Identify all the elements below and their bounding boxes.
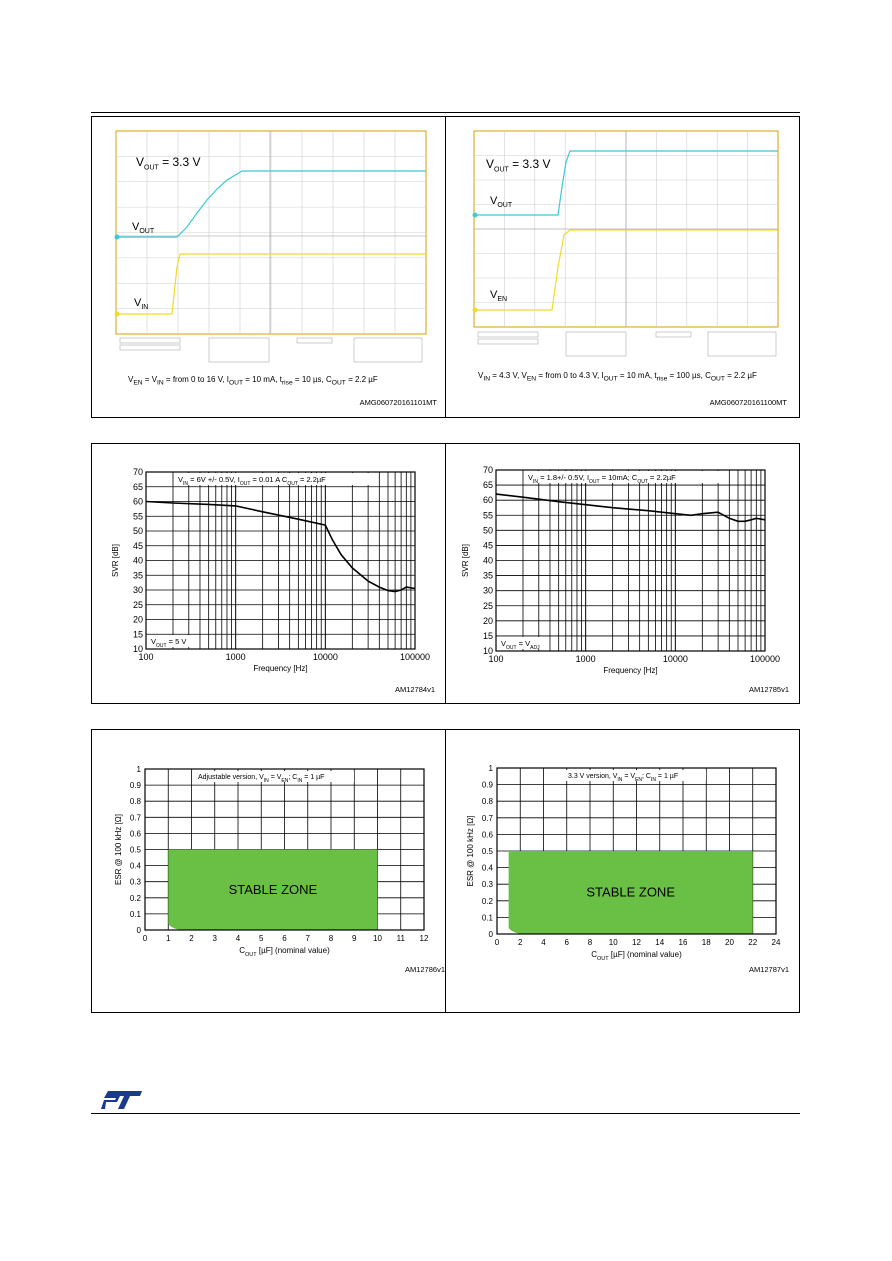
- x-tick-label: 6: [564, 938, 569, 947]
- x-tick-label: 5: [259, 934, 264, 943]
- y-tick-label: 10: [132, 644, 143, 654]
- figure-panel-svr-left: [91, 443, 446, 704]
- y-tick-label: 40: [132, 555, 143, 566]
- chart-annotation: 3.3 V version, $V_{IN} = V_{EN}$; $C_{IN} = 1$ µF: [568, 773, 679, 783]
- y-tick-label: 0.7: [481, 813, 493, 823]
- scope-left-vin-label: $V_{IN}$: [134, 297, 149, 312]
- x-tick-label: 11: [396, 934, 405, 943]
- x-tick-label: 16: [678, 938, 688, 947]
- y-tick-label: 0.6: [481, 830, 493, 840]
- y-tick-label: 0.5: [129, 845, 141, 855]
- y-tick-label: 15: [482, 630, 493, 641]
- figure-id: AM12786v1: [404, 965, 445, 974]
- x-tick-label: 12: [632, 938, 641, 947]
- scope-left-figure-id: AMG060720161101MT: [359, 398, 437, 407]
- y-tick-label: 0.3: [129, 877, 141, 887]
- figure-panel-scope-left: [91, 116, 446, 418]
- figure-id: AM12785v1: [748, 685, 789, 694]
- svr-right-chart: [446, 444, 801, 705]
- scope-left-vout-label: $V_{OUT}$: [132, 221, 155, 236]
- y-tick-label: 65: [132, 481, 143, 492]
- y-tick-label: 0.1: [129, 909, 141, 919]
- y-axis-label: SVR [dB]: [111, 544, 120, 577]
- scope-left-vout-level-label: $V_{OUT} = 3.3$ V: [136, 155, 201, 172]
- scope-right-ven-label: $V_{EN}$: [490, 289, 508, 304]
- x-tick-label: 2: [189, 934, 194, 943]
- y-tick-label: 0.4: [129, 861, 141, 871]
- y-tick-label: 0: [136, 926, 141, 935]
- y-tick-label: 55: [132, 511, 143, 522]
- x-tick-label: 8: [587, 938, 593, 947]
- series-line: [496, 494, 765, 521]
- vout-marker: [115, 235, 120, 240]
- figure-id: AM12787v1: [748, 965, 789, 974]
- figure-panel-esr-left: [91, 729, 446, 1013]
- y-tick-label: 1: [488, 764, 493, 773]
- x-axis-label: $C_{OUT}$ [µF] (nominal value): [239, 946, 330, 958]
- esr-left-chart: [92, 730, 447, 1014]
- x-tick-label: 6: [282, 934, 287, 943]
- x-tick-label: 20: [725, 938, 734, 947]
- x-axis-label: Frequency [Hz]: [603, 666, 658, 675]
- scope-right-vout-level-label: $V_{OUT} = 3.3$ V: [486, 157, 551, 174]
- x-tick-label: 2: [518, 938, 523, 947]
- scope-left-info: [120, 338, 422, 362]
- corner-label: $V_{OUT} = 5$ V: [151, 637, 187, 649]
- x-tick-label: 24: [771, 938, 781, 947]
- x-tick-label: 1000: [225, 652, 246, 662]
- y-tick-label: 30: [132, 585, 143, 595]
- chart-annotation: $V_{IN} = 1.8+/-$ 0.5V, $I_{OUT} = 10mA$; $C_{OUT} = 2.2\mu F$: [528, 473, 676, 485]
- y-tick-label: 45: [132, 540, 143, 551]
- y-tick-label: 20: [482, 615, 493, 626]
- y-tick-label: 0.6: [129, 829, 141, 839]
- y-tick-label: 60: [132, 496, 143, 507]
- y-tick-label: 50: [482, 525, 493, 536]
- x-tick-label: 100000: [749, 654, 781, 664]
- esr-right-chart: [446, 730, 801, 1014]
- svr-left-chart: [92, 444, 447, 705]
- y-tick-label: 0.2: [129, 893, 141, 903]
- grid: [496, 470, 765, 651]
- y-tick-label: 0.9: [129, 781, 141, 791]
- scope-right-vout-label: $V_{OUT}$: [490, 195, 513, 210]
- x-axis-label: $C_{OUT}$ [µF] (nominal value): [591, 950, 682, 962]
- footer-rule: [91, 1113, 800, 1114]
- y-tick-label: 55: [482, 510, 493, 521]
- grid: [146, 472, 415, 649]
- series-line: [146, 502, 415, 592]
- x-tick-label: 9: [352, 934, 357, 943]
- y-tick-label: 70: [482, 465, 493, 475]
- x-tick-label: 8: [328, 934, 334, 943]
- x-tick-label: 0: [494, 938, 500, 947]
- figure-id: AM12784v1: [394, 685, 435, 694]
- x-tick-label: 4: [541, 938, 546, 947]
- y-tick-label: 60: [482, 495, 493, 506]
- x-tick-label: 100: [138, 652, 154, 662]
- x-tick-label: 7: [305, 934, 310, 943]
- chart-annotation: $V_{IN} = 6V$ +/- 0.5V, $I_{OUT} = 0.01$ A $C_{OUT} = 2.2\mu F$: [178, 475, 326, 487]
- y-tick-label: 35: [132, 570, 143, 581]
- y-tick-label: 45: [482, 540, 493, 551]
- st-logo: [100, 1089, 144, 1111]
- x-tick-label: 10000: [312, 652, 338, 662]
- x-axis-label: Frequency [Hz]: [253, 664, 308, 673]
- x-tick-label: 1: [166, 934, 171, 943]
- scope-right-figure-id: AMG060720161100MT: [709, 398, 787, 407]
- figure-panel-scope-right: [445, 116, 800, 418]
- vin-marker: [115, 312, 120, 317]
- y-tick-label: 70: [132, 467, 143, 477]
- scope-right-info: [478, 332, 776, 356]
- y-tick-label: 65: [482, 480, 493, 491]
- stable-zone-label: STABLE ZONE: [586, 884, 675, 900]
- x-tick-label: 1000: [575, 654, 596, 664]
- y-tick-label: 0.8: [129, 797, 141, 807]
- x-tick-label: 12: [419, 934, 429, 943]
- y-tick-label: 25: [482, 600, 493, 611]
- y-tick-label: 0.5: [481, 847, 493, 856]
- y-tick-label: 0.9: [481, 780, 493, 790]
- y-tick-label: 0.1: [481, 913, 493, 923]
- y-tick-label: 50: [132, 526, 143, 536]
- y-tick-label: 0.2: [481, 896, 493, 906]
- y-axis-label: ESR @ 100 kHz [Ω]: [114, 813, 123, 886]
- y-tick-label: 0.8: [481, 797, 493, 807]
- x-tick-label: 10: [373, 934, 382, 943]
- y-axis-label: SVR [dB]: [461, 544, 470, 577]
- y-tick-label: 40: [482, 555, 493, 566]
- vout-marker: [473, 213, 478, 218]
- figure-panel-esr-right: [445, 729, 800, 1013]
- x-tick-label: 0: [142, 934, 148, 943]
- chart-annotation: Adjustable version, $V_{IN} = V_{EN}$; $C_{IN} = 1$ µF: [198, 774, 325, 784]
- x-tick-label: 10000: [662, 654, 688, 664]
- x-tick-label: 100: [488, 654, 504, 664]
- y-tick-label: 0: [488, 930, 493, 939]
- y-tick-label: 0.3: [481, 880, 493, 890]
- y-tick-label: 15: [132, 629, 143, 640]
- y-tick-label: 35: [482, 570, 493, 581]
- header-rule: [91, 112, 800, 113]
- x-tick-label: 10: [608, 938, 618, 947]
- y-tick-label: 10: [482, 646, 493, 656]
- stable-zone-label: STABLE ZONE: [228, 881, 318, 897]
- y-tick-label: 0.4: [481, 863, 493, 873]
- x-tick-label: 3: [212, 934, 217, 943]
- x-tick-label: 18: [701, 938, 711, 947]
- figure-panel-svr-right: [445, 443, 800, 704]
- corner-label: $V_{OUT} = V_{ADJ}$: [501, 639, 540, 651]
- y-axis-label: ESR @ 100 kHz [Ω]: [466, 815, 475, 887]
- y-tick-label: 0.7: [129, 813, 141, 823]
- scope-left-caption: $V_{EN} = V_{IN}$ = from 0 to 16 V, $I_{OUT} = 10$ mA, $t_{rise} = 10$ µs, $C_{OUT} = 2.2$ µF: [128, 375, 378, 387]
- y-tick-label: 30: [482, 585, 493, 596]
- ven-marker: [473, 308, 478, 313]
- y-tick-label: 1: [136, 765, 141, 774]
- y-tick-label: 20: [132, 614, 143, 625]
- x-tick-label: 14: [655, 938, 665, 947]
- x-tick-label: 4: [235, 934, 241, 943]
- x-tick-label: 100000: [399, 652, 431, 662]
- y-tick-label: 25: [132, 599, 143, 610]
- x-tick-label: 22: [748, 938, 758, 947]
- scope-right-caption: $V_{IN} = 4.3$ V, $V_{EN}$ = from 0 to 4.3 V, $I_{OUT} = 10$ mA, $t_{rise} = 100$ µs, $C_{OUT} = 2.2$ µF: [478, 371, 757, 383]
